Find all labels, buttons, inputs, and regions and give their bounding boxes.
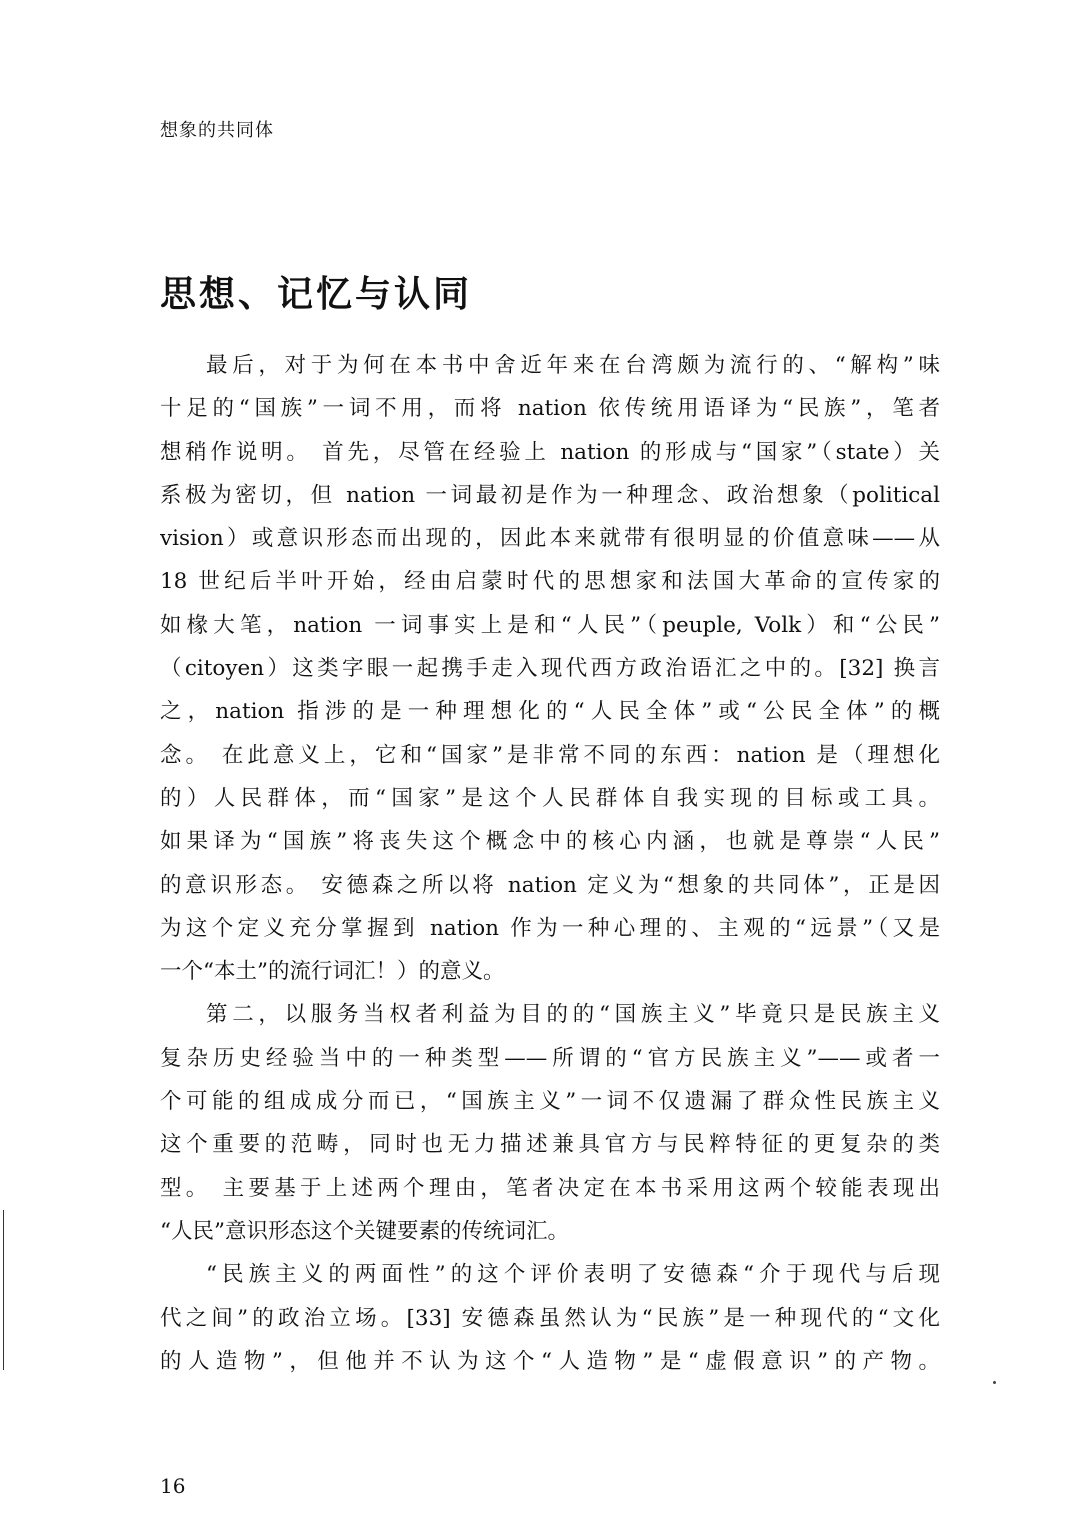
paragraph <box>160 344 940 993</box>
section-title: 思想、记忆与认同 <box>160 274 473 315</box>
text-line: 十足的“国族”一词不用，而将 nation 依传统用语译为“民族”，笔者 <box>160 396 940 422</box>
text-line: 想稍作说明。 首先，尽管在经验上 nation 的形成与“国家”（state）关 <box>160 439 940 465</box>
paragraph <box>160 1253 940 1383</box>
text-line: 的）人民群体，而“国家”是这个人民群体自我实现的目标或工具。 <box>160 785 940 811</box>
text-line: 的意识形态。 安德森之所以将 nation 定义为“想象的共同体”，正是因 <box>160 872 940 898</box>
text-line: “人民”意识形态这个关键要素的传统词汇。 <box>160 1218 569 1244</box>
text-line: 这个重要的范畴，同时也无力描述兼具官方与民粹特征的更复杂的类 <box>160 1132 940 1158</box>
text-line: 一个“本土”的流行词汇！）的意义。 <box>160 959 505 985</box>
text-line: 代之间”的政治立场。[33] 安德森虽然认为“民族”是一种现代的“文化 <box>160 1305 940 1331</box>
text-line: 个可能的组成成分而已，“国族主义”一词不仅遗漏了群众性民族主义 <box>160 1089 940 1115</box>
text-line: 如果译为“国族”将丧失这个概念中的核心内涵，也就是尊崇“人民” <box>160 829 940 855</box>
scan-edge-mark <box>3 1210 4 1370</box>
text-line: 为这个定义充分掌握到 nation 作为一种心理的、主观的“远景”（又是 <box>160 915 940 941</box>
text-line: 系极为密切，但 nation 一词最初是作为一种理念、政治想象（political <box>160 482 940 508</box>
text-line: 型。 主要基于上述两个理由，笔者决定在本书采用这两个较能表现出 <box>160 1175 940 1201</box>
page-number: 16 <box>160 1474 186 1498</box>
text-line: 之，nation 指涉的是一种理想化的“人民全体”或“公民全体”的概 <box>160 699 940 725</box>
body-text <box>160 344 940 1383</box>
scan-speck <box>993 1381 996 1384</box>
text-line: 的人造物”，但他并不认为这个“人造物”是“虚假意识”的产物。 <box>160 1348 940 1374</box>
text-line: （citoyen）这类字眼一起携手走入现代西方政治语汇之中的。[32] 换言 <box>160 656 940 682</box>
text-line: 复杂历史经验当中的一种类型——所谓的“官方民族主义”——或者一 <box>160 1045 940 1071</box>
text-line: vision）或意识形态而出现的，因此本来就带有很明显的价值意味——从 <box>160 526 940 552</box>
paragraph <box>160 993 940 1253</box>
text-line: 如椽大笔，nation 一词事实上是和“人民”（peuple, Volk）和“公民” <box>160 612 940 638</box>
text-line: 最后，对于为何在本书中舍近年来在台湾颇为流行的、“解构”味 <box>206 353 940 378</box>
running-head: 想象的共同体 <box>160 120 274 141</box>
text-line: 念。 在此意义上，它和“国家”是非常不同的东西：nation 是（理想化 <box>160 742 940 768</box>
text-line: “民族主义的两面性”的这个评价表明了安德森“介于现代与后现 <box>206 1262 940 1288</box>
text-line: 18 世纪后半叶开始，经由启蒙时代的思想家和法国大革命的宣传家的 <box>160 569 940 595</box>
text-line: 第二，以服务当权者利益为目的的“国族主义”毕竟只是民族主义 <box>206 1002 940 1028</box>
